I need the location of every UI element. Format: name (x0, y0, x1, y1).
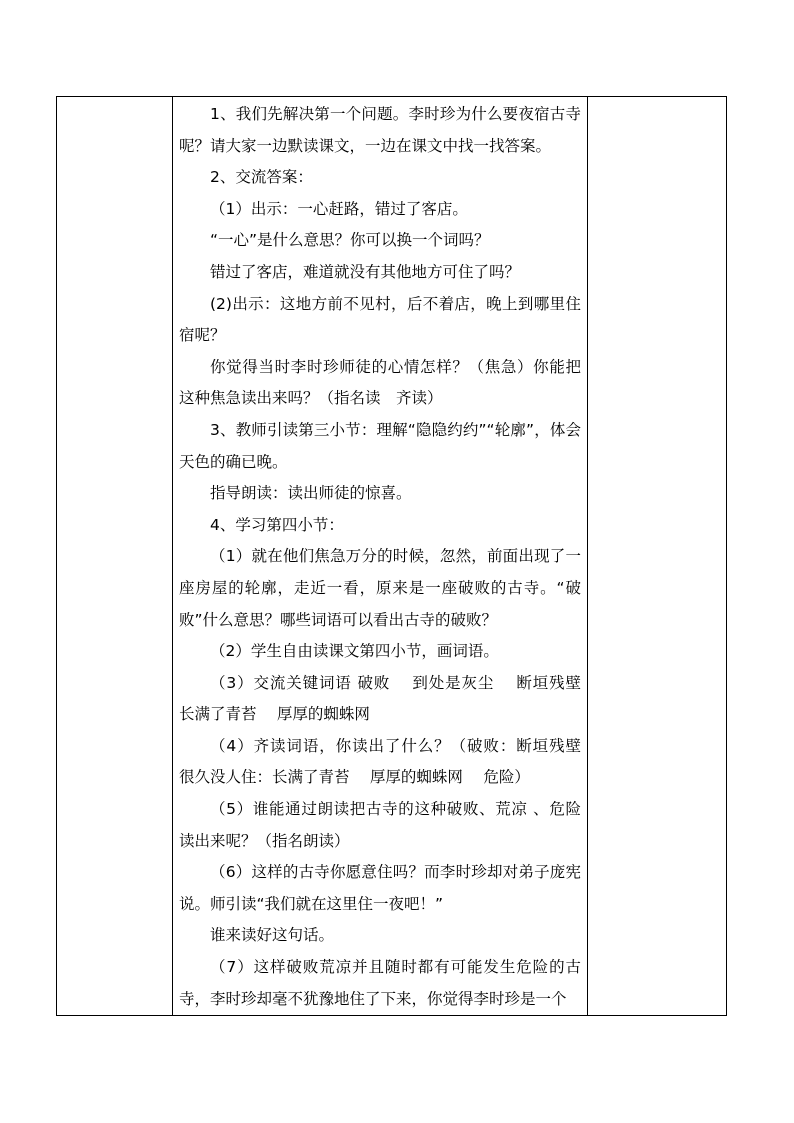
right-column-cell (588, 97, 727, 1016)
paragraph: （1）就在他们焦急万分的时候，忽然，前面出现了一座房屋的轮廓，走近一看，原来是一座破败的古寺。“破败”什么意思？哪些词语可以看出古寺的破败？ (179, 547, 581, 629)
paragraph: 2、交流答案： (210, 168, 313, 187)
paragraph: （6）这样的古寺你愿意住吗？而李时珍却对弟子庞宪说。师引读“我们就在这里住一夜吧！” (179, 863, 581, 913)
paragraph: (2)出示：这地方前不见村，后不着店，晚上到哪里住宿呢？ (179, 294, 581, 345)
paragraph: 4、学习第四小节： (210, 515, 344, 534)
paragraph: （1）出示：一心赶路，错过了客店。 (210, 199, 468, 218)
paragraph: （2）学生自由读课文第四小节，画词语。 (210, 642, 499, 661)
paragraph: 谁来读好这句话。 (210, 926, 335, 945)
paragraph: （3）交流关键词语 破败 到处是灰尘 断垣残壁 长满了青苔 厚厚的蜘蛛网 (179, 673, 602, 724)
table-row (57, 97, 727, 1016)
paragraph: 指导朗读：读出师徒的惊喜。 (210, 484, 412, 503)
teaching-process-cell (173, 97, 602, 1016)
lesson-plan-table (56, 96, 727, 1016)
left-column-cell (57, 97, 173, 1016)
paragraph: （4）齐读词语，你读出了什么？（破败：断垣残壁 很久没人住：长满了青苔 厚厚的蜘蛛网 危险） (179, 736, 597, 787)
paragraph: （7）这样破败荒凉并且随时都有可能发生危险的古寺，李时珍却毫不犹豫地住了下来，你觉得李时珍是一个 (179, 958, 581, 1008)
paragraph: 1、我们先解决第一个问题。李时珍为什么要夜宿古寺呢？请大家一边默读课文，一边在课文中找一找答案。 (179, 105, 581, 155)
paragraph: 你觉得当时李时珍师徒的心情怎样？（焦急）你能把这种焦急读出来吗？（指名读 齐读） (179, 357, 581, 408)
paragraph: 错过了客店，难道就没有其他地方可住了吗？ (210, 262, 521, 281)
teaching-process-text (173, 97, 602, 1015)
paragraph: 3、教师引读第三小节：理解“隐隐约约”“轮廓”，体会天色的确已晚。 (179, 420, 581, 471)
paragraph: “一心”是什么意思？你可以换一个词吗？ (210, 231, 490, 250)
paragraph: （5）谁能通过朗读把古寺的这种破败、荒凉 、危险读出来呢？（指名朗读） (179, 800, 581, 850)
